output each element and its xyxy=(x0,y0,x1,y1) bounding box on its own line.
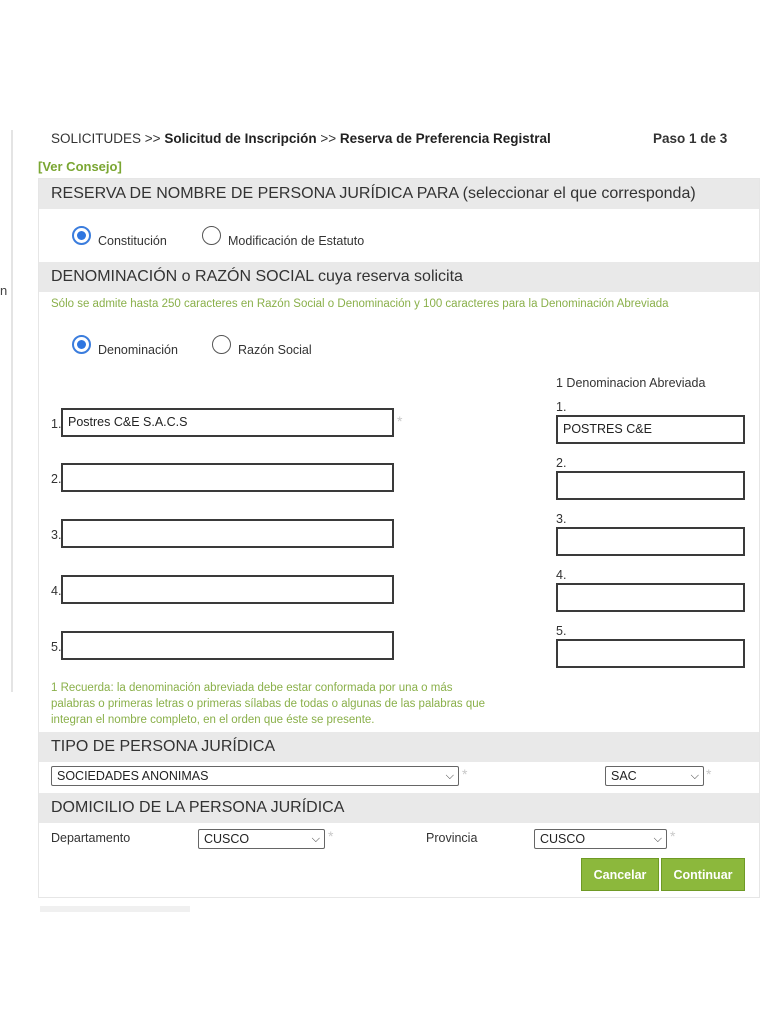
radio-denominacion[interactable] xyxy=(72,335,91,354)
name-row-number: 4. xyxy=(51,584,62,598)
cancel-button[interactable]: Cancelar xyxy=(581,858,659,891)
subtipo-select-value: SAC xyxy=(611,769,637,783)
provincia-select[interactable] xyxy=(534,829,667,849)
section-tipo-title: TIPO DE PERSONA JURÍDICA xyxy=(39,732,759,762)
step-indicator: Paso 1 de 3 xyxy=(653,131,728,146)
departamento-select-value: CUSCO xyxy=(204,832,250,846)
name-row-number: 1. xyxy=(51,417,62,431)
stray-text: n xyxy=(0,283,8,298)
radio-razon-social[interactable] xyxy=(212,335,231,354)
ver-consejo-link[interactable]: [Ver Consejo] xyxy=(38,159,122,174)
name-row-number: 5. xyxy=(51,640,62,654)
section-denominacion-title: DENOMINACIÓN o RAZÓN SOCIAL cuya reserva solicita xyxy=(39,262,759,292)
abbr-row-number: 3. xyxy=(556,512,567,526)
chevron-down-icon: ⌵ xyxy=(445,770,454,782)
name-input-1[interactable]: Postres C&E S.A.C.S xyxy=(61,408,394,437)
left-border-line xyxy=(11,130,13,692)
abbreviation-note-line: integran el nombre completo, en el orden que éste se presente. xyxy=(51,714,375,726)
radio-modificacion-estatuto-label[interactable]: Modificación de Estatuto xyxy=(228,234,365,248)
tipo-persona-select-value: SOCIEDADES ANONIMAS xyxy=(57,769,209,783)
subtipo-select[interactable] xyxy=(605,766,704,786)
required-mark: * xyxy=(670,828,676,844)
name-input-4[interactable] xyxy=(61,575,394,604)
breadcrumb-step-reserva: Reserva de Preferencia Registral xyxy=(339,131,551,146)
faded-footer-text xyxy=(40,906,190,912)
provincia-select-value: CUSCO xyxy=(540,832,586,846)
abbreviated-name-header: 1 Denominacion Abreviada xyxy=(556,376,706,390)
required-mark: * xyxy=(706,766,712,782)
continue-button[interactable]: Continuar xyxy=(661,858,745,891)
name-input-5[interactable] xyxy=(61,631,394,660)
abbreviation-note xyxy=(51,680,485,728)
radio-denominacion-label[interactable]: Denominación xyxy=(98,343,178,357)
chevron-down-icon: ⌵ xyxy=(311,833,320,845)
provincia-label: Provincia xyxy=(426,831,478,845)
breadcrumb-root[interactable]: SOLICITUDES xyxy=(51,131,142,146)
tipo-persona-select[interactable] xyxy=(51,766,459,786)
breadcrumb-separator: >> xyxy=(316,131,340,146)
radio-constitucion-label[interactable]: Constitución xyxy=(98,234,167,248)
radio-modificacion-estatuto[interactable] xyxy=(202,226,221,245)
radio-constitucion[interactable] xyxy=(72,226,91,245)
abbr-row-number: 2. xyxy=(556,456,567,470)
required-mark: * xyxy=(397,413,403,429)
name-row-number: 2. xyxy=(51,472,62,486)
abbreviation-note-line: palabras o primeras letras o primeras sílabas de todas o algunas de las palabras que xyxy=(51,698,486,710)
character-limit-hint: Sólo se admite hasta 250 caracteres en Razón Social o Denominación y 100 caracteres para la Denominación Abreviada xyxy=(51,298,669,310)
abbr-row-number: 5. xyxy=(556,624,567,638)
abbr-row-number: 4. xyxy=(556,568,567,582)
chevron-down-icon: ⌵ xyxy=(690,770,699,782)
abbr-input-5[interactable] xyxy=(556,639,745,668)
departamento-label: Departamento xyxy=(51,831,131,845)
breadcrumb-separator: >> xyxy=(141,131,165,146)
departamento-select[interactable] xyxy=(198,829,325,849)
section-reserva-title: RESERVA DE NOMBRE DE PERSONA JURÍDICA PARA (seleccionar el que corresponda) xyxy=(39,179,759,209)
required-mark: * xyxy=(328,828,334,844)
breadcrumb-step-inscripcion[interactable]: Solicitud de Inscripción xyxy=(164,131,317,146)
chevron-down-icon: ⌵ xyxy=(653,833,662,845)
abbr-input-2[interactable] xyxy=(556,471,745,500)
section-domicilio-title: DOMICILIO DE LA PERSONA JURÍDICA xyxy=(39,793,759,823)
abbr-row-number: 1. xyxy=(556,400,567,414)
radio-razon-social-label[interactable]: Razón Social xyxy=(238,343,312,357)
breadcrumb xyxy=(51,131,551,146)
name-input-3[interactable] xyxy=(61,519,394,548)
abbr-input-1[interactable]: POSTRES C&E xyxy=(556,415,745,444)
abbr-input-3[interactable] xyxy=(556,527,745,556)
name-row-number: 3. xyxy=(51,528,62,542)
abbr-input-4[interactable] xyxy=(556,583,745,612)
abbreviation-note-line: 1 Recuerda: la denominación abreviada debe estar conformada por una o más xyxy=(51,682,453,694)
name-input-2[interactable] xyxy=(61,463,394,492)
required-mark: * xyxy=(462,766,468,782)
